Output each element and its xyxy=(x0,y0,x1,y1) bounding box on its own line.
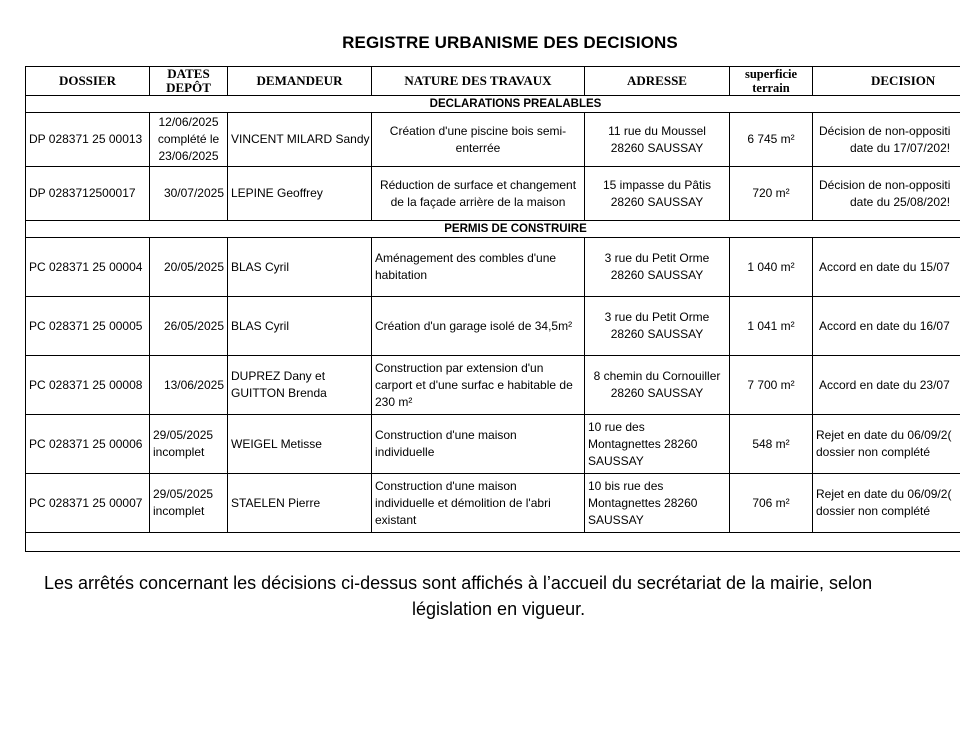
demandeur-cell xyxy=(228,415,372,474)
table-row xyxy=(26,415,960,474)
footer-line-2: législation en vigueur. xyxy=(412,599,586,619)
superficie-cell: 706 m² xyxy=(730,474,813,533)
date-cell xyxy=(150,238,228,297)
date-cell xyxy=(150,356,228,415)
dossier-cell: PC 028371 25 00004 xyxy=(26,238,150,297)
nature-cell xyxy=(372,113,585,167)
decision-cell xyxy=(813,297,960,356)
demandeur-cell-line: VINCENT MILARD Sandy xyxy=(231,132,370,146)
adresse-cell-line: 10 rue des xyxy=(588,419,645,434)
table-row xyxy=(26,167,960,221)
demandeur-cell-line: BLAS Cyril xyxy=(231,259,290,274)
dossier-cell: PC 028371 25 00008 xyxy=(26,356,150,415)
nature-cell xyxy=(372,238,585,297)
adresse-cell xyxy=(585,238,730,297)
nature-cell-line: individuelle et démolition de l'abri xyxy=(375,495,551,510)
adresse-cell xyxy=(585,297,730,356)
demandeur-cell-line: WEIGEL Metisse xyxy=(231,436,322,451)
date-cell xyxy=(150,415,228,474)
demandeur-cell-line: BLAS Cyril xyxy=(231,318,290,333)
adresse-cell xyxy=(585,356,730,415)
table-row xyxy=(26,113,960,167)
header-nature: NATURE DES TRAVAUX xyxy=(372,67,585,96)
header-superficie xyxy=(730,67,813,96)
adresse-cell-line: 3 rue du Petit Orme xyxy=(604,310,710,324)
date-cell-line: 29/05/2025 xyxy=(153,428,214,442)
decision-cell-line: date du 25/08/202! xyxy=(850,194,951,209)
header-decision: DECISION xyxy=(813,67,960,96)
dossier-cell: PC 028371 25 00005 xyxy=(26,297,150,356)
adresse-cell-line: Montagnettes 28260 xyxy=(588,495,698,510)
superficie-cell: 7 700 m² xyxy=(730,356,813,415)
adresse-cell-line: 28260 SAUSSAY xyxy=(610,194,704,209)
nature-cell-line: Construction par extension d'un xyxy=(375,360,544,375)
nature-cell xyxy=(372,474,585,533)
date-cell-line: 13/06/2025 xyxy=(163,377,224,392)
decision-cell-line: Accord en date du 23/07 xyxy=(819,377,950,392)
section-permis: PERMIS DE CONSTRUIRE xyxy=(26,221,960,238)
table-row xyxy=(26,297,960,356)
nature-cell xyxy=(372,297,585,356)
demandeur-cell xyxy=(228,167,372,221)
decision-cell-line: dossier non complété xyxy=(816,445,931,459)
footer-note xyxy=(44,570,960,622)
table-row xyxy=(26,474,960,533)
page-title: REGISTRE URBANISME DES DECISIONS xyxy=(342,33,678,52)
date-cell xyxy=(150,297,228,356)
decision-cell xyxy=(813,356,960,415)
demandeur-cell-line: STAELEN Pierre xyxy=(231,495,321,510)
nature-cell-line: 230 m² xyxy=(375,394,413,409)
header-superficie-line2: terrain xyxy=(752,81,790,95)
demandeur-cell xyxy=(228,238,372,297)
decision-cell-line: Décision de non-oppositi xyxy=(819,177,951,192)
adresse-cell-line: Montagnettes 28260 xyxy=(588,436,698,451)
date-cell-line: 20/05/2025 xyxy=(163,259,224,274)
date-cell-line: 29/05/2025 xyxy=(153,487,214,501)
nature-cell-line: Aménagement des combles d'une xyxy=(375,251,557,265)
nature-cell-line: Construction d'une maison xyxy=(375,428,517,442)
header-superficie-line1: superficie xyxy=(744,67,798,81)
date-cell xyxy=(150,167,228,221)
date-cell-line: 12/06/2025 xyxy=(158,115,219,129)
nature-cell-line: carport et d'une surfac e habitable de xyxy=(375,377,573,392)
adresse-cell-line: SAUSSAY xyxy=(588,453,644,468)
adresse-cell xyxy=(585,415,730,474)
decision-cell xyxy=(813,474,960,533)
decision-cell-line: dossier non complété xyxy=(816,504,931,518)
date-cell-line: 23/06/2025 xyxy=(158,149,219,163)
nature-cell xyxy=(372,356,585,415)
adresse-cell-line: 11 rue du Moussel xyxy=(608,123,706,138)
decision-cell-line: Rejet en date du 06/09/2( xyxy=(816,487,952,501)
empty-row xyxy=(26,533,960,552)
date-cell-line: 30/07/2025 xyxy=(163,186,224,200)
date-cell xyxy=(150,474,228,533)
decision-cell-line: Accord en date du 16/07 xyxy=(819,318,950,333)
demandeur-cell xyxy=(228,297,372,356)
decision-cell xyxy=(813,113,960,167)
header-adresse: ADRESSE xyxy=(585,67,730,96)
adresse-cell-line: 8 chemin du Cornouiller xyxy=(593,369,721,383)
nature-cell-line: existant xyxy=(375,512,417,527)
nature-cell xyxy=(372,167,585,221)
adresse-cell-line: 28260 SAUSSAY xyxy=(610,268,704,282)
permis-body xyxy=(26,221,960,533)
decision-cell xyxy=(813,238,960,297)
superficie-cell: 1 040 m² xyxy=(730,238,813,297)
demandeur-cell-line: LEPINE Geoffrey xyxy=(231,186,323,200)
header-row xyxy=(26,67,960,96)
adresse-cell-line: 28260 SAUSSAY xyxy=(610,386,704,400)
nature-cell-line: de la façade arrière de la maison xyxy=(390,194,566,209)
nature-cell-line: Réduction de surface et changement xyxy=(379,177,577,192)
demandeur-cell-line: GUITTON Brenda xyxy=(231,386,327,400)
dossier-cell: DP 0283712500017 xyxy=(26,167,150,221)
adresse-cell-line: 3 rue du Petit Orme xyxy=(604,251,710,265)
dossier-cell: PC 028371 25 00006 xyxy=(26,415,150,474)
superficie-cell: 1 041 m² xyxy=(730,297,813,356)
nature-cell-line: individuelle xyxy=(375,445,435,459)
header-dates-depot xyxy=(150,67,228,96)
date-cell-line: 26/05/2025 xyxy=(163,318,224,333)
demandeur-cell-line: DUPREZ Dany et xyxy=(231,369,326,383)
decision-cell-line: Décision de non-oppositi xyxy=(819,123,951,138)
header-dates-line1: DATES xyxy=(167,66,210,81)
adresse-cell xyxy=(585,113,730,167)
adresse-cell-line: 15 impasse du Pâtis xyxy=(602,177,712,192)
adresse-cell xyxy=(585,167,730,221)
nature-cell-line: habitation xyxy=(375,268,428,282)
adresse-cell-line: 28260 SAUSSAY xyxy=(610,140,704,155)
decision-cell xyxy=(813,167,960,221)
decision-cell-line: Rejet en date du 06/09/2( xyxy=(816,428,952,442)
decision-cell-line: date du 17/07/202! xyxy=(850,140,951,155)
nature-cell-line: Construction d'une maison xyxy=(375,478,517,493)
adresse-cell-line: 10 bis rue des xyxy=(588,478,664,493)
adresse-cell-line: SAUSSAY xyxy=(588,512,644,527)
dossier-cell: DP 028371 25 00013 xyxy=(26,113,150,167)
decision-cell xyxy=(813,415,960,474)
header-dossier: DOSSIER xyxy=(26,67,150,96)
date-cell xyxy=(150,113,228,167)
date-cell-line: incomplet xyxy=(153,504,205,518)
superficie-cell: 548 m² xyxy=(730,415,813,474)
nature-cell-line: enterrée xyxy=(455,140,501,155)
decision-cell-line: Accord en date du 15/07 xyxy=(819,259,950,274)
dossier-cell: PC 028371 25 00007 xyxy=(26,474,150,533)
nature-cell-line: Création d'une piscine bois semi- xyxy=(389,123,567,138)
demandeur-cell xyxy=(228,356,372,415)
nature-cell-line: Création d'un garage isolé de 34,5m² xyxy=(375,318,573,333)
section-declarations: DECLARATIONS PREALABLES xyxy=(26,96,960,113)
demandeur-cell xyxy=(228,113,372,167)
adresse-cell xyxy=(585,474,730,533)
registre-table xyxy=(25,66,960,552)
demandeur-cell xyxy=(228,474,372,533)
nature-cell xyxy=(372,415,585,474)
date-cell-line: complété le xyxy=(157,132,220,146)
empty-cell xyxy=(26,533,960,552)
header-dates-line2: DEPÔT xyxy=(166,80,211,95)
declarations-body xyxy=(26,96,960,221)
date-cell-line: incomplet xyxy=(153,445,205,459)
table-row xyxy=(26,238,960,297)
superficie-cell: 720 m² xyxy=(730,167,813,221)
adresse-cell-line: 28260 SAUSSAY xyxy=(610,327,704,341)
header-demandeur: DEMANDEUR xyxy=(228,67,372,96)
footer-line-1: Les arrêtés concernant les décisions ci-dessus sont affichés à l’accueil du secrétariat de la mairie, selon xyxy=(44,573,873,593)
superficie-cell: 6 745 m² xyxy=(730,113,813,167)
table-row xyxy=(26,356,960,415)
